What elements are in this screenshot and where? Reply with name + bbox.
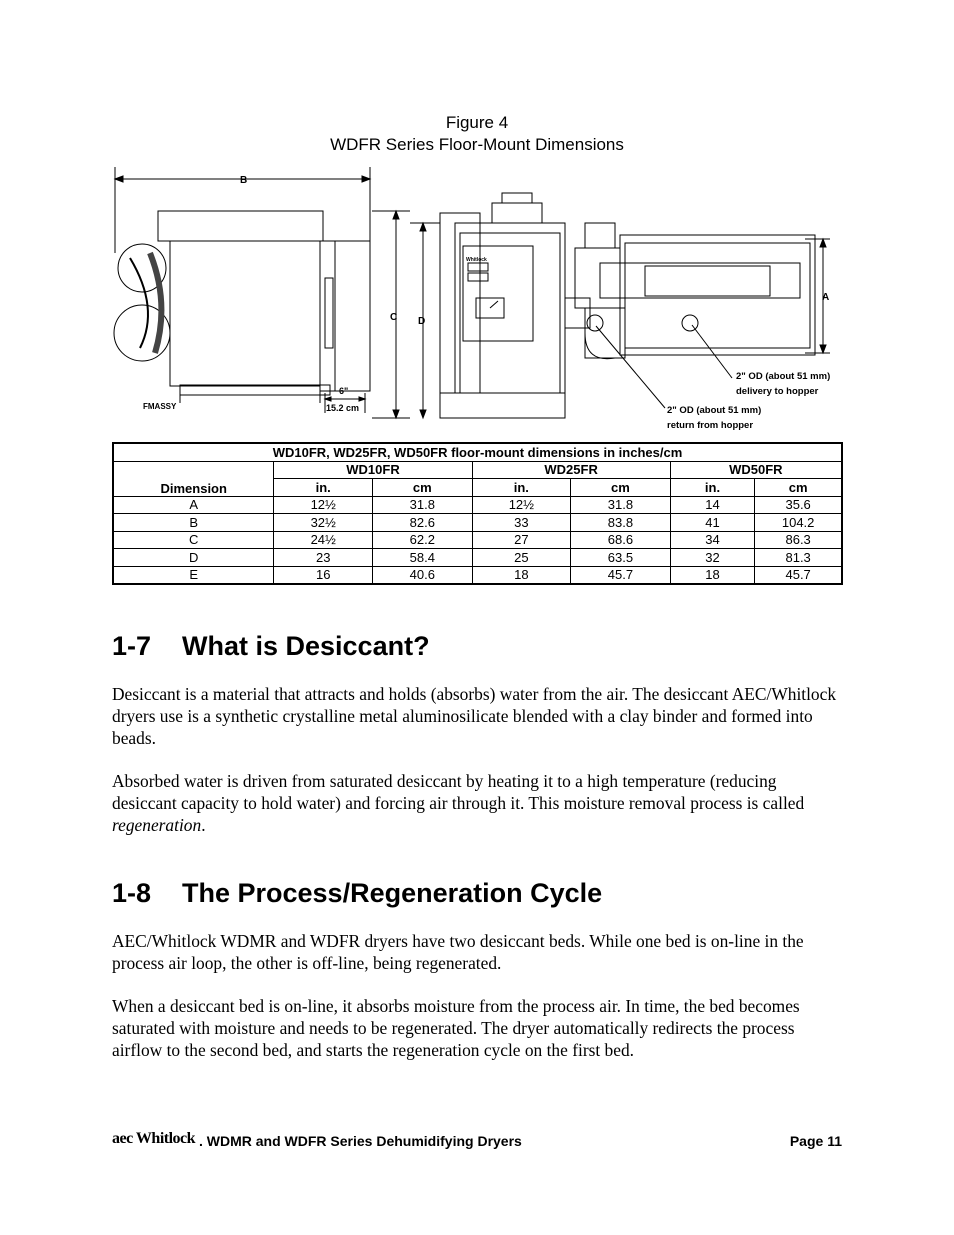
- table-cell: 12½: [472, 496, 571, 514]
- table-cell: 68.6: [571, 531, 671, 549]
- model-header: WD25FR: [472, 461, 670, 479]
- model-header: WD50FR: [670, 461, 842, 479]
- unit-header: cm: [755, 479, 842, 497]
- table-cell: 86.3: [755, 531, 842, 549]
- table-cell: 32: [670, 549, 755, 567]
- paragraph: [112, 770, 837, 836]
- dim-label-c: C: [390, 312, 398, 323]
- delivery-note-line1: 2" OD (about 51 mm): [736, 371, 831, 382]
- delivery-note-line2: delivery to hopper: [736, 386, 819, 397]
- table-cell: 34: [670, 531, 755, 549]
- table-cell: A: [113, 496, 274, 514]
- unit-header: in.: [670, 479, 755, 497]
- section-title: What is Desiccant?: [182, 631, 430, 661]
- section-heading-desiccant: [112, 631, 430, 662]
- floor-mount-dimension-drawing: [110, 163, 845, 438]
- table-cell: 31.8: [373, 496, 473, 514]
- table-cell: 45.7: [755, 566, 842, 584]
- return-note-line2: return from hopper: [667, 420, 754, 431]
- table-cell: 40.6: [373, 566, 473, 584]
- table-row: [113, 566, 842, 584]
- table-cell: 62.2: [373, 531, 473, 549]
- page-footer: [112, 1131, 842, 1151]
- dim-label-d: D: [418, 316, 426, 327]
- paragraph: AEC/Whitlock WDMR and WDFR dryers have two desiccant beds. While one bed is on-line in the process air loop, the other is off-line, being regenerated.: [112, 931, 804, 973]
- paragraph: Desiccant is a material that attracts and holds (absorbs) water from the air. The desiccant AEC/Whitlock dryers use is a synthetic crystalline metal aluminosilicate blended with a clay binder and formed into beads.: [112, 684, 837, 748]
- table-cell: 24½: [274, 531, 373, 549]
- dim-label-6in: 6": [339, 386, 349, 396]
- table-row: [113, 531, 842, 549]
- unit-header: in.: [274, 479, 373, 497]
- table-cell: 45.7: [571, 566, 671, 584]
- table-cell: 32½: [274, 514, 373, 532]
- table-cell: 27: [472, 531, 571, 549]
- footer-doc-title: . WDMR and WDFR Series Dehumidifying Dryers: [199, 1133, 522, 1149]
- table-row: [113, 549, 842, 567]
- table-row: [113, 496, 842, 514]
- table-cell: B: [113, 514, 274, 532]
- table-cell: 16: [274, 566, 373, 584]
- dim-label-a: A: [822, 292, 830, 303]
- dim-label-b: B: [240, 175, 248, 186]
- aec-whitlock-logo: aec Whitlock: [112, 1130, 196, 1147]
- unit-header: cm: [373, 479, 473, 497]
- table-cell: 33: [472, 514, 571, 532]
- figure-number: Figure 4: [445, 113, 509, 132]
- table-cell: 12½: [274, 496, 373, 514]
- unit-header: in.: [472, 479, 571, 497]
- dim-label-6cm: 15.2 cm: [326, 403, 360, 413]
- table-cell: 81.3: [755, 549, 842, 567]
- table-title-row: [113, 443, 842, 461]
- table-cell: 18: [670, 566, 755, 584]
- drawing-id-label: FMASSY: [143, 402, 177, 411]
- model-header: WD10FR: [274, 461, 472, 479]
- dimensions-table: [112, 442, 843, 585]
- page-number: Page 11: [789, 1133, 842, 1149]
- table-cell: 58.4: [373, 549, 473, 567]
- table-cell: 104.2: [755, 514, 842, 532]
- table-row: [113, 514, 842, 532]
- table-cell: 18: [472, 566, 571, 584]
- paragraph-text: Absorbed water is driven from saturated desiccant by heating it to a high temperature (reducing desiccant capacity to hold water) and forcing air through it. This moisture removal process is called: [112, 771, 805, 813]
- section-title: The Process/Regeneration Cycle: [182, 878, 603, 908]
- table-cell: 31.8: [571, 496, 671, 514]
- dimension-header: Dimension: [113, 461, 274, 496]
- section-number: 1-7: [112, 631, 152, 661]
- table-cell: 14: [670, 496, 755, 514]
- panel-brand-label: Whitlock: [466, 257, 487, 263]
- paragraph: When a desiccant bed is on-line, it absorbs moisture from the process air. In time, the bed becomes saturated with moisture and needs to be regenerated. The dryer automatically redirects the process airflow to the second bed, and starts the regeneration cycle on the first bed.: [112, 996, 800, 1060]
- unit-header: cm: [571, 479, 671, 497]
- table-cell: D: [113, 549, 274, 567]
- table-cell: E: [113, 566, 274, 584]
- table-cell: 41: [670, 514, 755, 532]
- table-model-row: [113, 461, 842, 479]
- figure-title: WDFR Series Floor-Mount Dimensions: [330, 135, 624, 154]
- table-cell: 25: [472, 549, 571, 567]
- table-title: WD10FR, WD25FR, WD50FR floor-mount dimensions in inches/cm: [113, 443, 842, 461]
- table-cell: 35.6: [755, 496, 842, 514]
- table-cell: 83.8: [571, 514, 671, 532]
- section-heading-process-cycle: [112, 878, 602, 909]
- return-note-line1: 2" OD (about 51 mm): [667, 405, 762, 416]
- table-cell: 23: [274, 549, 373, 567]
- table-cell: C: [113, 531, 274, 549]
- paragraph-text: .: [201, 815, 206, 835]
- table-cell: 82.6: [373, 514, 473, 532]
- table-cell: 63.5: [571, 549, 671, 567]
- section-number: 1-8: [112, 878, 152, 908]
- emphasis-term: regeneration: [112, 815, 202, 835]
